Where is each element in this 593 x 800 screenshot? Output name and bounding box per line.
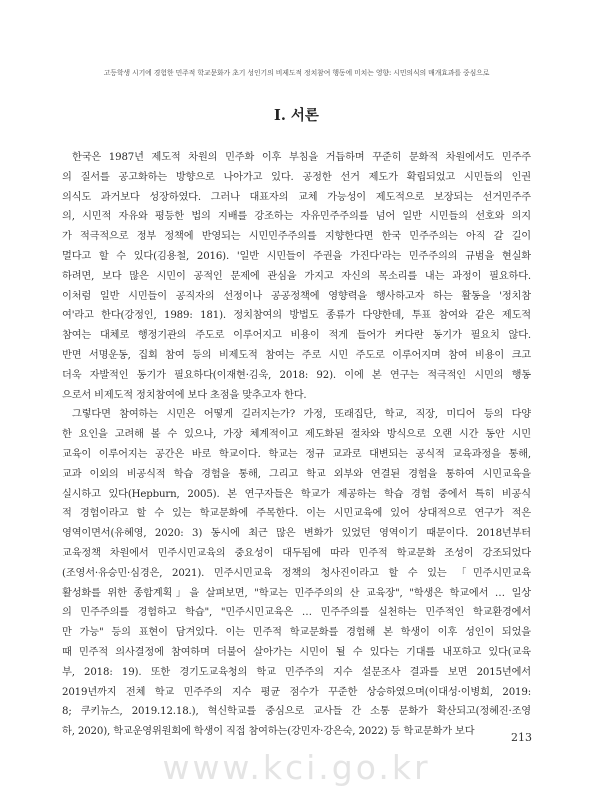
paragraph-line: 가 적극적으로 정부 정책에 반영되는 시민민주주의를 지향한다면 한국 민주주의는 아직 갈 길이 [62,231,531,243]
paragraph-line: 2019년까지 전체 학교 민주주의 지수 평균 점수가 꾸준한 상승하였으며(이대성·이병희, 2019: [62,686,531,698]
paragraph-line: 때 민주적 의사결정에 참여하며 더불어 살아가는 시민이 될 수 있다는 기대를 내포하고 있다(교육 [62,646,531,658]
paragraph-line: 으로서 비제도적 정치참여에 보다 초점을 맞추고자 한다. [62,389,307,401]
paragraph-line: 교육이 이루어지는 공간은 바로 학교이다. 학교는 정규 교과로 대변되는 공식적 교육과정을 통해, [62,448,531,460]
paragraph-line: 실시하고 있다(Hepburn, 2005). 본 연구자들은 학교가 제공하는 학습 경험 중에서 특히 비공식 [62,488,531,500]
paragraph-2 [62,405,531,742]
paragraph-line: 멀다고 할 수 있다(김용철, 2016). '일반 시민들이 주권을 가진다'라는 민주주의의 규범을 현실화 [62,250,531,262]
paragraph-line: 의, 시민적 자유와 평등한 법의 지배를 강조하는 자유민주주의를 넘어 일반 시민들의 선호와 의지 [62,211,531,223]
paragraph-line: 여'라고 한다(강정인, 1989: 181). 정치참여의 방법도 종류가 다양한데, 투표 참여와 같은 제도적 [62,310,531,322]
paragraph-line: 만 가능" 등의 표현이 담겨있다. 이는 민주적 학교문화를 경험해 본 학생이 이후 성인이 되었을 [62,627,531,639]
paragraph-line: 8; 쿠키뉴스, 2019.12.18.), 혁신학교를 중심으로 교사들 간 소통 문화가 확산되고(정혜진·조영 [62,706,531,718]
paragraph-1 [62,148,531,405]
paragraph-line: 이처럼 일반 시민들이 공직자의 선정이나 공공정책에 영향력을 행사하고자 하는 활동을 '정치참 [62,290,531,302]
paragraph-line: 한국은 1987년 제도적 차원의 민주화 이후 부침을 거듭하며 꾸준히 문화적 차원에서도 민주주 [72,152,531,163]
paragraph-line: 반면 서명운동, 집회 참여 등의 비제도적 참여는 주로 시민 주도로 이루어지며 참여 비용이 크고 [62,349,531,361]
paragraph-line: 의 질서를 공고화하는 방향으로 나아가고 있다. 공정한 선거 제도가 확립되었고 시민들의 인권 [62,171,531,183]
paragraph-line: 영역이면서(유혜영, 2020: 3) 동시에 최근 많은 변화가 있었던 영역이기 때문이다. 2018년부터 [62,528,531,540]
watermark: www.kci.go.kr [162,748,431,787]
page-number: 213 [511,731,532,744]
paragraph-line: 하, 2020), 학교운영위원회에 학생이 직접 참여하는(강민자·강은숙, 2022) 등 학교문화가 보다 [62,726,475,738]
paragraph-line: 하려면, 보다 많은 시민이 공적인 문제에 관심을 가지고 자신의 목소리를 내는 과정이 필요하다. [62,270,531,282]
paragraph-line: 의 민주주의를 경험하고 학습", "민주시민교육은 … 민주주의를 실천하는 민주적인 학교환경에서 [62,607,531,619]
paragraph-line: 활성화를 위한 종합계획」을 살펴보면, "학교는 민주주의의 산 교육장", "학생은 학교에서 … 일상 [62,587,531,599]
paragraph-line: 부, 2018: 19). 또한 경기도교육청의 학교 민주주의 지수 설문조사 결과를 보면 2015년에서 [62,666,531,678]
paragraph-line: 의식도 과거보다 성장하였다. 그러나 대표자의 교체 가능성이 제도적으로 보장되는 선거민주주 [62,191,531,203]
paragraph-line: (조영서·유승민·심경은, 2021). 민주시민교육 정책의 청사진이라고 할 수 있는 「민주시민교육 [62,567,531,579]
paragraph-line: 교과 이외의 비공식적 학습 경험을 통해, 그리고 학교 외부와 연결된 경험을 통하여 시민교육을 [62,468,531,480]
paragraph-line: 한 요인을 고려해 볼 수 있으나, 가장 체계적이고 제도화된 절차와 방식으로 오랜 시간 동안 시민 [62,429,531,441]
section-title: Ⅰ. 서론 [274,107,319,124]
paragraph-line: 그렇다면 참여하는 시민은 어떻게 길러지는가? 가정, 또래집단, 학교, 직장, 미디어 등의 다양 [72,409,531,421]
running-head: 고등학생 시기에 경험한 민주적 학교문화가 초기 성인기의 비제도적 정치참여 행동에 미치는 영향: 시민의식의 매개효과를 중심으로 [103,69,490,77]
paragraph-line: 적 경험이라고 할 수 있는 학교문화에 주목한다. 이는 시민교육에 있어 상대적으로 연구가 적은 [62,508,531,520]
paragraph-line: 교육정책 차원에서 민주시민교육의 중요성이 대두됨에 따라 민주적 학교문화 조성이 강조되었다 [62,547,531,559]
paragraph-line: 더욱 자발적인 동기가 필요하다(이재현·김욱, 2018: 92). 이에 본 연구는 적극적인 시민의 행동 [62,369,531,381]
body-text [62,148,531,742]
paragraph-line: 참여는 대체로 행정기관의 주도로 이루어지고 비용이 적게 들어가 커다란 동기가 필요치 않다. [62,330,531,342]
